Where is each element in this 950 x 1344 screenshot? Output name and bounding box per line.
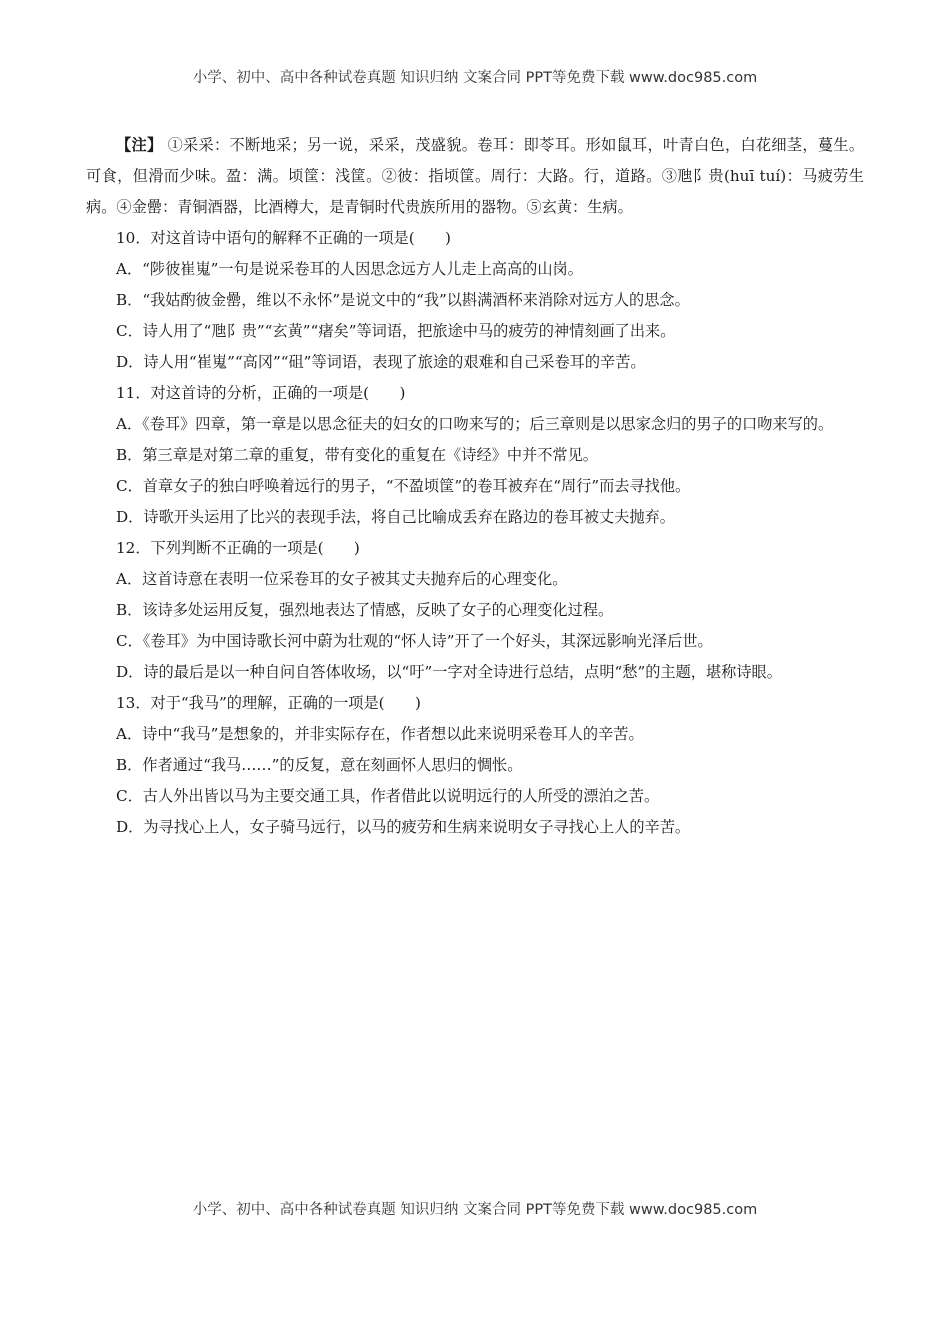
question-12-option-b: B．该诗多处运用反复，强烈地表达了情感，反映了女子的心理变化过程。 [116, 601, 614, 619]
question-10-option-b: B．“我姑酌彼金罍，维以不永怀”是说文中的“我”以斟满酒杯来消除对远方人的思念。 [116, 291, 690, 309]
question-10-stem: 10．对这首诗中语句的解释不正确的一项是( ) [116, 229, 451, 247]
question-11-option-a: A．《卷耳》四章，第一章是以思念征夫的妇女的口吻来写的；后三章则是以思家念归的男子的口吻来写的。 [116, 415, 834, 433]
question-13-stem: 13．对于“我马”的理解，正确的一项是( ) [116, 694, 421, 712]
question-13-option-d: D．为寻找心上人，女子骑马远行，以马的疲劳和生病来说明女子寻找心上人的辛苦。 [116, 818, 691, 836]
question-12-option-a: A．这首诗意在表明一位采卷耳的女子被其丈夫抛弃后的心理变化。 [116, 570, 568, 588]
question-10-option-c: C．诗人用了“虺阝贵”“玄黄”“瘏矣”等词语，把旅途中马的疲劳的神情刻画了出来。 [116, 322, 676, 340]
note-paragraph [86, 130, 864, 223]
question-11-option-c: C．首章女子的独白呼唤着远行的男子，“不盈顷筐”的卷耳被弃在“周行”而去寻找他。 [116, 477, 691, 495]
question-11-option-d: D．诗歌开头运用了比兴的表现手法，将自己比喻成丢弃在路边的卷耳被丈夫抛弃。 [116, 508, 675, 526]
document-body [86, 130, 864, 843]
question-13-option-c: C．古人外出皆以马为主要交通工具，作者借此以说明远行的人所受的漂泊之苦。 [116, 787, 660, 805]
question-11-stem: 11．对这首诗的分析，正确的一项是( ) [116, 384, 406, 402]
footer-banner: 小学、初中、高中各种试卷真题 知识归纳 文案合同 PPT等免费下载 www.doc985.com [192, 1202, 758, 1218]
question-11-option-b: B．第三章是对第二章的重复，带有变化的重复在《诗经》中并不常见。 [116, 446, 598, 464]
note-label: 【注】 [116, 136, 163, 154]
question-10-option-a: A．“陟彼崔嵬”一句是说采卷耳的人因思念远方人儿走上高高的山岗。 [116, 260, 583, 278]
question-10-option-d: D．诗人用“崔嵬”“高冈”“砠”等词语，表现了旅途的艰难和自己采卷耳的辛苦。 [116, 353, 646, 371]
question-12-option-c: C．《卷耳》为中国诗歌长河中蔚为壮观的“怀人诗”开了一个好头，其深远影响光泽后世。 [116, 632, 713, 650]
question-13-option-a: A．诗中“我马”是想象的，并非实际存在，作者想以此来说明采卷耳人的辛苦。 [116, 725, 644, 743]
question-13-option-b: B．作者通过“我马……”的反复，意在刻画怀人思归的惆怅。 [116, 756, 523, 774]
question-12-option-d: D．诗的最后是以一种自问自答体收场，以“吁”一字对全诗进行总结，点明“愁”的主题，堪称诗眼。 [116, 663, 782, 681]
header-banner: 小学、初中、高中各种试卷真题 知识归纳 文案合同 PPT等免费下载 www.doc985.com [192, 70, 758, 86]
question-12-stem: 12．下列判断不正确的一项是( ) [116, 539, 360, 557]
note-text: ①采采：不断地采；另一说，采采，茂盛貌。卷耳：即苓耳。形如鼠耳，叶青白色，白花细茎，蔓生。可食，但滑而少味。盈：满。顷筐：浅筐。②彼：指顷筐。周行：大路。行，道路。③虺阝贵(huī tuí)：马疲劳生病。④金罍：青铜酒器，比酒樽大，是青铜时代贵族所用的器物。⑤玄黄：生病。 [86, 136, 865, 216]
